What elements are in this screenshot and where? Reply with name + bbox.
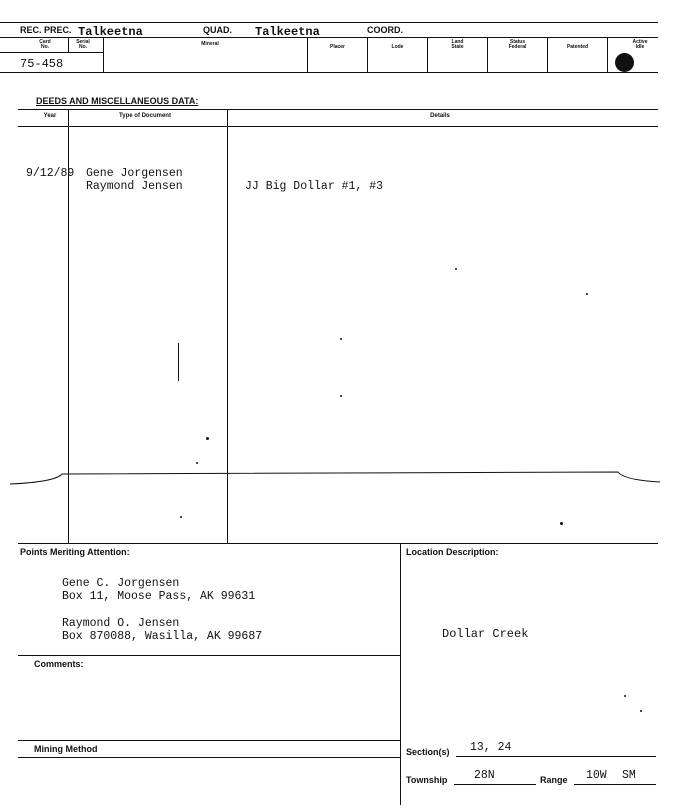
col-divider [103, 37, 104, 72]
sections-value: 13, 24 [470, 741, 512, 754]
location-label: Location Description: [406, 547, 499, 557]
col-card-no: Card No. [39, 39, 51, 50]
rule [0, 72, 658, 73]
coord-label: COORD. [367, 25, 403, 35]
col-document-type: Type of Document [119, 113, 171, 119]
col-year: Year [43, 113, 57, 119]
deeds-title: DEEDS AND MISCELLANEOUS DATA: [36, 96, 199, 106]
col-divider [307, 37, 308, 72]
fill-line [454, 784, 536, 785]
scan-speck [455, 268, 457, 270]
range-value: 10W [586, 769, 607, 782]
rec-prec-value: Talkeetna [78, 25, 143, 39]
fill-line [574, 784, 656, 785]
col-placer: Placer [329, 44, 345, 50]
scan-speck [340, 395, 342, 397]
deed-details: JJ Big Dollar #1, #3 [245, 180, 384, 193]
fold-line [0, 462, 678, 492]
scan-speck [624, 695, 626, 697]
col-mineral: Mineral [201, 41, 219, 47]
col-divider [607, 37, 608, 72]
contact-name: Raymond O. Jensen [62, 617, 180, 630]
deed-year: 9/12/89 [26, 167, 75, 180]
col-divider [427, 37, 428, 72]
col-divider [547, 37, 548, 72]
location-value: Dollar Creek [442, 627, 529, 641]
rec-prec-label: REC. PREC. [20, 25, 72, 35]
col-lode: Lode [391, 44, 404, 50]
rule [0, 52, 103, 53]
deed-name: Gene Jorgensen [86, 167, 183, 180]
rule [18, 126, 658, 127]
points-label: Points Meriting Attention: [20, 547, 130, 557]
meridian-value: SM [622, 769, 636, 782]
col-land-state: Land State [451, 39, 464, 50]
col-active-idle: Active Idle [632, 39, 648, 50]
rule [0, 22, 658, 23]
comments-label: Comments: [34, 659, 84, 669]
scan-speck [586, 293, 588, 295]
col-serial-no: Serial No. [76, 39, 90, 50]
township-value: 28N [474, 769, 495, 782]
contact-address: Box 11, Moose Pass, AK 99631 [62, 590, 256, 603]
col-divider [367, 37, 368, 72]
deed-name: Raymond Jensen [86, 180, 183, 193]
col-divider [400, 543, 401, 805]
rule [18, 543, 658, 544]
township-label: Township [406, 775, 448, 785]
quad-label: QUAD. [203, 25, 232, 35]
contact-address: Box 870088, Wasilla, AK 99687 [62, 630, 263, 643]
fill-line [456, 756, 656, 757]
mining-method-label: Mining Method [34, 744, 98, 754]
range-label: Range [540, 775, 568, 785]
rule [18, 757, 400, 758]
card-number: 75-458 [20, 57, 64, 71]
scan-mark [178, 343, 179, 381]
contact-name: Gene C. Jorgensen [62, 577, 180, 590]
scan-speck [180, 516, 182, 518]
scan-speck [340, 338, 342, 340]
scan-speck [560, 522, 563, 525]
scan-speck [640, 710, 642, 712]
quad-value: Talkeetna [255, 25, 320, 39]
col-patented: Patented [566, 44, 589, 50]
active-marker-dot [615, 53, 634, 72]
rule [18, 740, 400, 741]
col-divider [487, 37, 488, 72]
scan-speck [206, 437, 209, 440]
rule [18, 655, 400, 656]
sections-label: Section(s) [406, 747, 450, 757]
col-status-federal: Status Federal [508, 39, 527, 50]
rule [18, 109, 658, 110]
col-details: Details [430, 113, 450, 119]
